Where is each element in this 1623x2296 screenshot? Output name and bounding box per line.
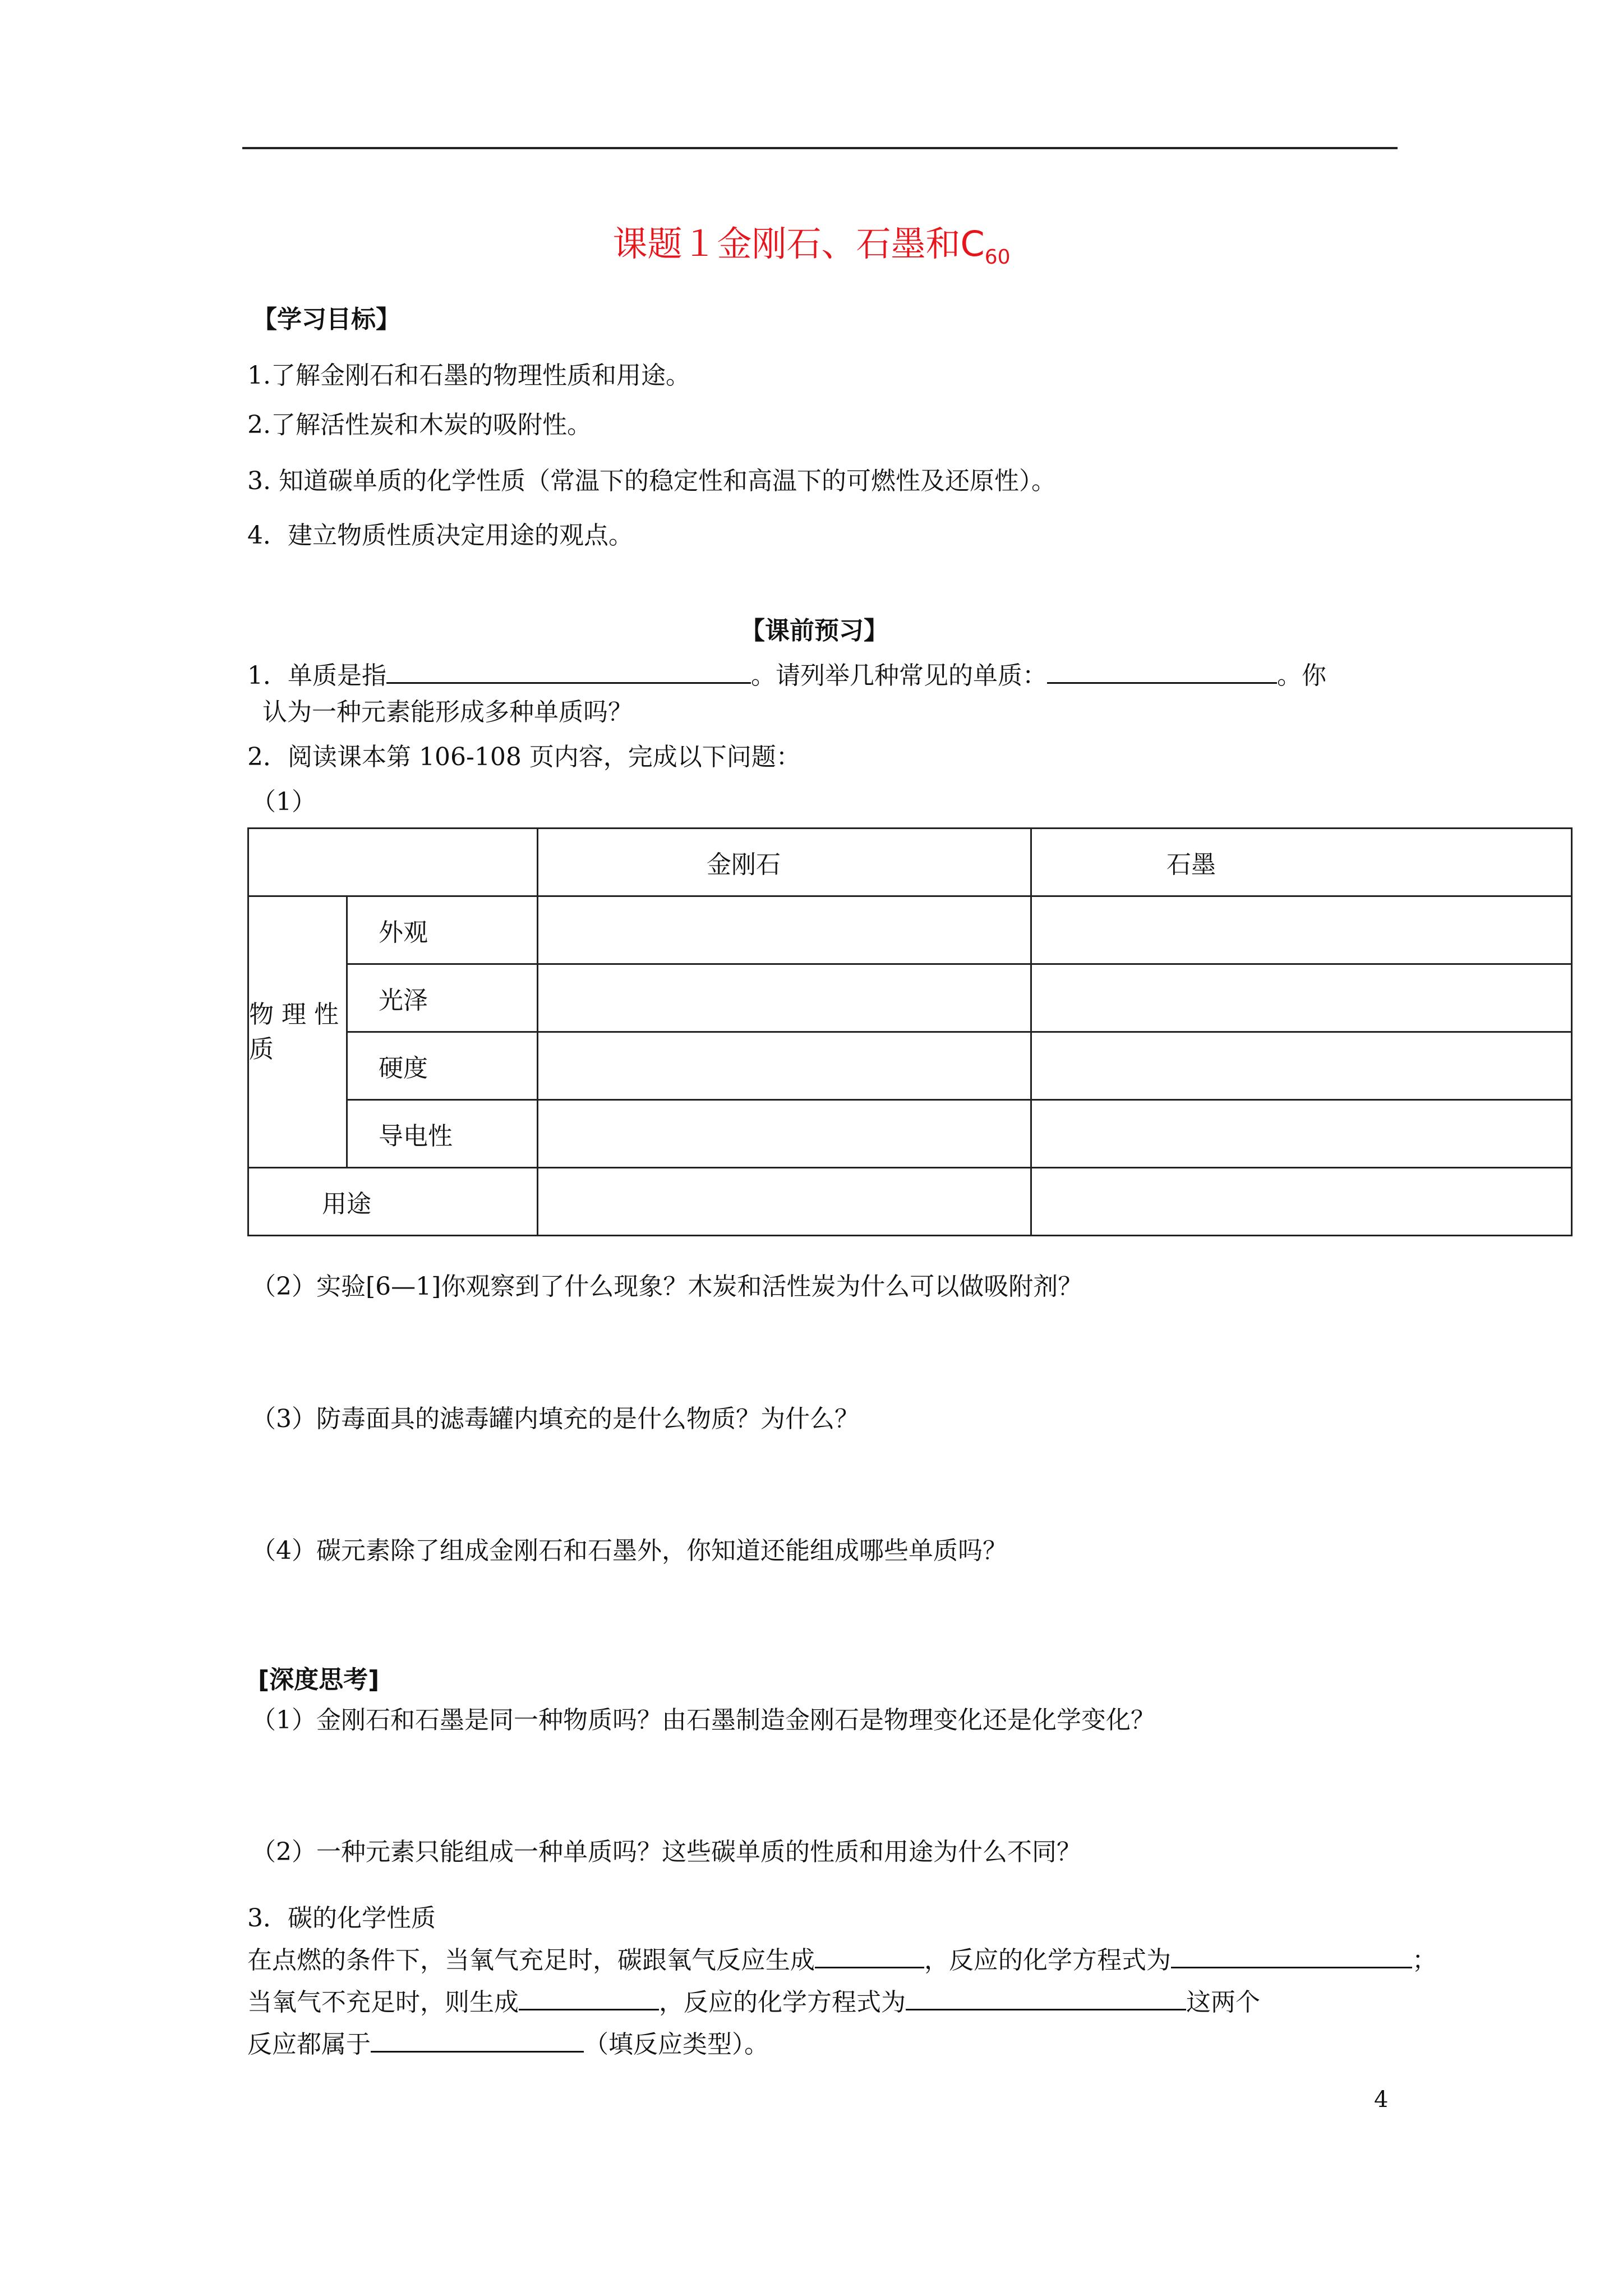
- answer-blank[interactable]: [371, 2025, 584, 2053]
- answer-blank[interactable]: [1047, 656, 1277, 684]
- chem-line-1: 在点燃的条件下，当氧气充足时，碳跟氧气反应生成 ，反应的化学方程式为 ；: [247, 1941, 1437, 1977]
- title-subscript: 60: [984, 246, 1011, 269]
- col-header-diamond: 金刚石: [538, 829, 1031, 896]
- table-cell[interactable]: [538, 1100, 1031, 1168]
- deep-question-1: （1）金刚石和石墨是同一种物质吗？由石墨制造金刚石是物理变化还是化学变化？: [251, 1706, 1155, 1734]
- answer-blank[interactable]: [815, 1941, 924, 1968]
- chem-line-2: 当氧气不充足时，则生成 ，反应的化学方程式为 这两个: [247, 1983, 1260, 2019]
- table-cell[interactable]: [1031, 1168, 1572, 1236]
- row-label-appearance: 外观: [347, 896, 538, 964]
- table-cell[interactable]: [538, 964, 1031, 1032]
- row-label-hardness: 硬度: [347, 1032, 538, 1100]
- page-number: 4: [1374, 2087, 1389, 2113]
- answer-blank[interactable]: [906, 1983, 1186, 2010]
- row-label-conductivity: 导电性: [347, 1100, 538, 1168]
- table-cell[interactable]: [538, 1168, 1031, 1236]
- table-cell[interactable]: [1031, 964, 1572, 1032]
- deep-question-2: （2）一种元素只能组成一种单质吗？这些碳单质的性质和用途为什么不同？: [251, 1838, 1081, 1866]
- objectives-heading: 【学习目标】: [252, 305, 400, 334]
- row-label-use: 用途: [248, 1168, 538, 1236]
- preview-heading: 【课前预习】: [740, 616, 888, 645]
- page-title: 课题１金刚石、石墨和$C_{60}$: [612, 223, 1011, 269]
- header-rule: [242, 147, 1398, 149]
- table-cell[interactable]: [1031, 896, 1572, 964]
- objective-item: 4．建立物质性质决定用途的观点。: [247, 521, 633, 550]
- objective-item: 3. 知道碳单质的化学性质（常温下的稳定性和高温下的可燃性及还原性）。: [247, 467, 1056, 495]
- row-label-luster: 光泽: [347, 964, 538, 1032]
- chem-line-3: 反应都属于 （填反应类型）。: [247, 2025, 769, 2062]
- question-2: （2）实验[6—1]你观察到了什么现象？木炭和活性炭为什么可以做吸附剂？: [251, 1272, 1083, 1301]
- table-corner-cell: [248, 829, 538, 896]
- preview-question-2-1: （1）: [251, 788, 316, 816]
- preview-question-2: 2．阅读课本第 106-108 页内容，完成以下问题：: [247, 743, 801, 771]
- properties-table: [247, 827, 1573, 1236]
- question-4: （4）碳元素除了组成金刚石和石墨外，你知道还能组成哪些单质吗？: [251, 1536, 1007, 1565]
- col-header-graphite: 石墨: [1031, 829, 1572, 896]
- objective-item: 2.了解活性炭和木炭的吸附性。: [247, 411, 592, 439]
- answer-blank[interactable]: [386, 656, 751, 684]
- chem-heading: 3．碳的化学性质: [247, 1904, 436, 1932]
- preview-question-1-line2: 认为一种元素能形成多种单质吗？: [262, 698, 633, 726]
- deep-thinking-heading: [深度思考]: [258, 1665, 380, 1694]
- table-cell[interactable]: [538, 896, 1031, 964]
- answer-blank[interactable]: [519, 1983, 659, 2010]
- physical-properties-label: 物 理 性质: [248, 896, 347, 1168]
- objective-item: 1.了解金刚石和石墨的物理性质和用途。: [247, 361, 690, 390]
- table-cell[interactable]: [1031, 1032, 1572, 1100]
- answer-blank[interactable]: [1171, 1941, 1412, 1968]
- table-cell[interactable]: [1031, 1100, 1572, 1168]
- question-3: （3）防毒面具的滤毒罐内填充的是什么物质？为什么？: [251, 1405, 859, 1433]
- preview-question-1: 1．单质是指 。请列举几种常见的单质： 。你: [247, 656, 1326, 693]
- table-cell[interactable]: [538, 1032, 1031, 1100]
